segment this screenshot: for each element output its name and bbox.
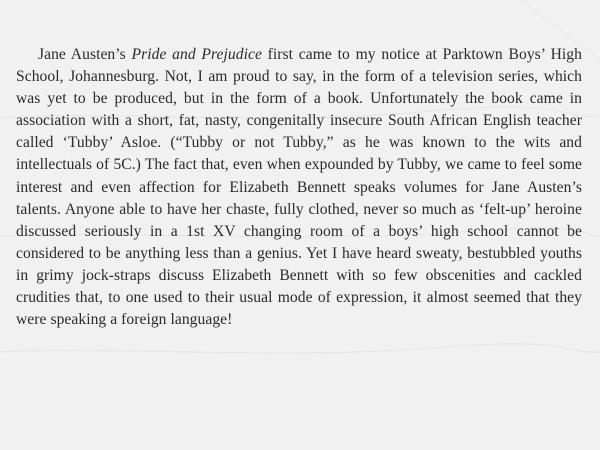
body-paragraph (16, 44, 582, 331)
paragraph-body: first came to my notice at Parktown Boys’ High School, Johannesburg. Not, I am proud to say, in the form of a television series, which was yet to be produced, but in the form of a book. Unfortunately the book came in association with a short, fat, nasty, congenitally insecure South African English teacher called ‘Tubby’ Asloe. (“Tubby or not Tubby,” as he was known to the wits and intellectuals of 5C.) The fact that, even when expounded by Tubby, we came to feel some interest and even affection for Elizabeth Bennett speaks volumes for Jane Austen’s talents. Anyone able to have her chaste, fully clothed, never so much as ‘felt-up’ heroine discussed seriously in a 1st XV changing room of a boys’ high school cannot be considered to be anything less than a genius. Yet I have heard sweaty, bestubbled youths in grimy jock-straps discuss Elizabeth Bennett with so few obscenities and cackled crudities that, to one used to their usual mode of expression, it almost seemed that they were speaking a foreign language! (16, 46, 583, 329)
paragraph-intro: Jane Austen’s (38, 46, 132, 63)
book-title: Pride and Prejudice (131, 46, 262, 63)
